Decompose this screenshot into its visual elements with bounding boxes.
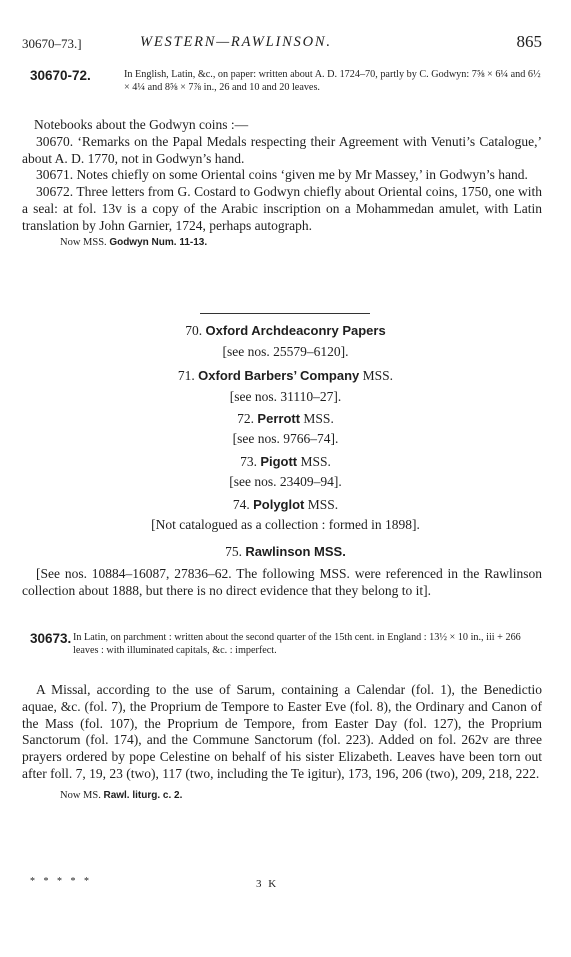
page-number: 865 — [516, 32, 542, 51]
running-head-range: 30670–73.] — [22, 36, 82, 51]
body-paragraph: 30670. ‘Remarks on the Papal Medals respecting their Agreement with Venuti’s Catalogue,’ about A. D. 1770, not in Godwyn’s hand. — [22, 133, 542, 166]
collection-number: 75. — [225, 544, 243, 559]
body-paragraph: A Missal, according to the use of Sarum, containing a Calendar (fol. 1), the Benedictio aquae, &c. (fol. 7), the Proprium de Tempore to Easter Eve (fol. 8), the Ordinary and Canon of the Mass (fol. 107), the Proprium de Tempore, from Easter Day (fol. 127), the Proprium Sanctorum (fol. 174), and the Commune Sanctorum (fol. 223). Added on fol. 262v are three prayers ordered by pope Celestine on behalf of his sister Elizabeth. Leaves have been torn out after foll. 7, 19, 23 (two), 117 (two, including the Te igitur), 173, 196, 206 (two), 209, 218, 222. — [22, 682, 542, 781]
body-paragraph: Notebooks about the Godwyn coins :— — [34, 117, 249, 132]
collection-name: Pigott — [260, 454, 298, 469]
signature-mark: 3 K — [256, 878, 279, 890]
collection-70-ref: [see nos. 25579–6120]. — [222, 344, 349, 359]
section-end-asterisks: * * * * * — [30, 876, 92, 887]
collection-number: 72. — [237, 411, 255, 426]
body-paragraph: 30671. Notes chiefly on some Oriental coins ‘given me by Mr Massey,’ in Godwyn’s hand. — [36, 167, 528, 183]
shelfmark-mark: Godwyn Num. 11-13. — [109, 236, 208, 248]
collection-74-note: [Not catalogued as a collection : formed in 1898]. — [151, 517, 420, 532]
collection-72 — [0, 410, 571, 427]
collection-name: Oxford Archdeaconry Papers — [205, 323, 386, 338]
entry-30673-body — [22, 682, 542, 805]
collection-suffix: MSS. — [300, 454, 331, 469]
collection-name: Polyglot — [253, 497, 305, 512]
shelfmark — [60, 235, 542, 252]
divider-rule — [200, 313, 370, 314]
collection-73-ref: [see nos. 23409–94]. — [229, 474, 342, 489]
collection-74 — [0, 496, 571, 513]
collection-suffix: MSS. — [362, 368, 394, 383]
collection-name: Oxford Barbers’ Company — [198, 368, 360, 383]
collection-71-ref: [see nos. 31110–27]. — [229, 389, 342, 404]
entry-30670-header — [30, 68, 542, 95]
collection-name: Perrott — [257, 411, 301, 426]
running-head-title: WESTERN—RAWLINSON. — [140, 34, 332, 50]
collection-number: 70. — [185, 323, 203, 338]
rawlinson-note — [22, 566, 542, 600]
collection-number: 71. — [177, 368, 195, 383]
collection-71 — [0, 367, 571, 384]
collection-72-ref: [see nos. 9766–74]. — [232, 431, 339, 446]
collection-70 — [0, 322, 571, 339]
running-head — [22, 34, 542, 56]
body-paragraph: [See nos. 10884–16087, 27836–62. The following MSS. were referenced in the Rawlinson collection about 1888, but there is no direct evidence that they belong to it]. — [22, 566, 542, 598]
entry-description: In English, Latin, &c., on paper: written about A. D. 1724–70, partly by C. Godwyn: 7⅝ × 6¼ and 6½ × 4¼ and 8⅝ × 7⅞ in., 26 and 10 and 20 leaves. — [124, 69, 541, 94]
collection-75 — [0, 543, 571, 560]
collection-number: 73. — [240, 454, 257, 469]
entry-number: 30670-72. — [30, 68, 91, 83]
collection-suffix: MSS. — [303, 411, 334, 426]
shelfmark — [60, 788, 542, 805]
collection-name: Rawlinson MSS. — [245, 544, 346, 559]
collection-number: 74. — [232, 497, 250, 512]
entry-description: In Latin, on parchment : written about the second quarter of the 15th cent. in England : 13½ × 10 in., iii + 266 leaves : with illuminated capitals, &c. : imperfect. — [73, 632, 521, 657]
shelfmark-mark: Rawl. liturg. c. 2. — [103, 789, 183, 801]
shelfmark-prefix: Now MS. — [60, 789, 101, 801]
entry-30673-header — [30, 631, 542, 658]
collection-73 — [0, 453, 571, 470]
entry-number: 30673. — [30, 631, 72, 646]
shelfmark-prefix: Now MSS. — [60, 236, 107, 248]
collection-suffix: MSS. — [307, 497, 339, 512]
body-paragraph: 30672. Three letters from G. Costard to Godwyn chiefly about Oriental coins, 1750, one with a seal: at fol. 13v is a copy of the Arabic inscription on a Mohammedan amulet, with Latin translation by John Garnier, 1724, perhaps autograph. — [22, 184, 542, 233]
entry-30670-body — [22, 117, 542, 251]
